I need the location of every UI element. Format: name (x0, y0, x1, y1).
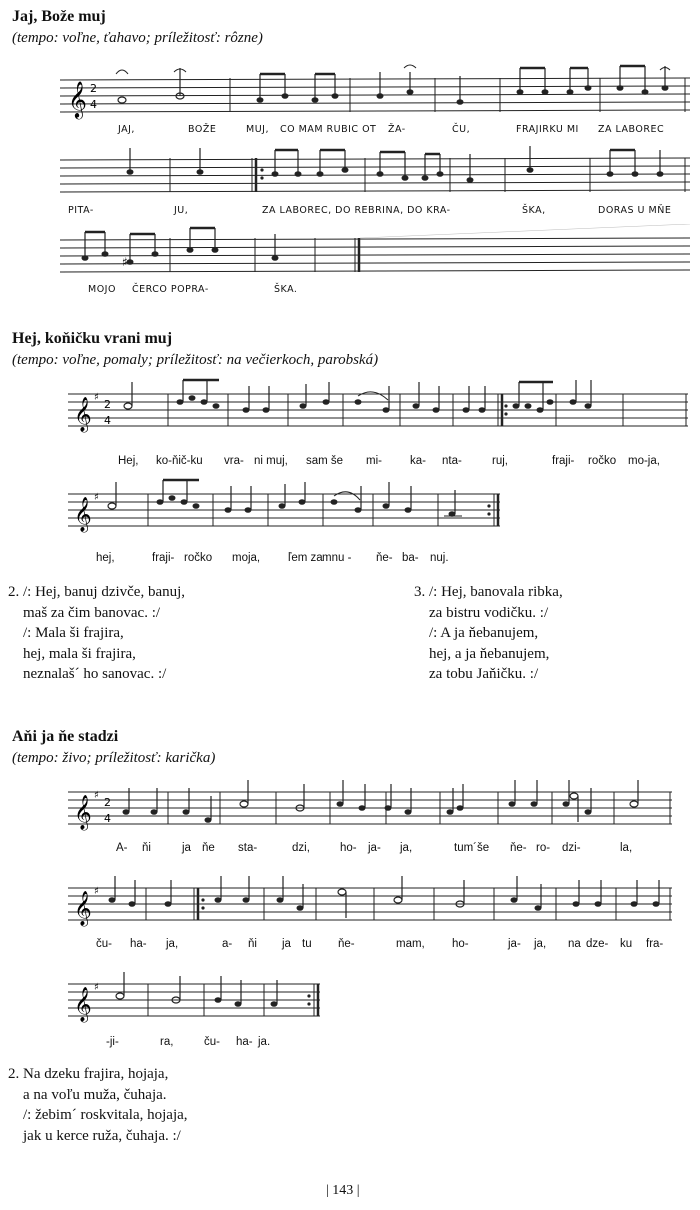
lyric-syllable: ho- (340, 842, 357, 854)
lyric-syllable: ŠKA, (522, 205, 546, 216)
page-number: | 143 | (326, 1183, 360, 1198)
verse-text: 2. /: Hej, banuj dzivče, banuj, maš za čim banovac. :/ /: Mala ši frajira, hej, mala ši frajira, neznalaš´ ho sanovac. :/ (8, 584, 186, 682)
lyric-syllable: moja, (232, 552, 261, 564)
lyric-syllable: fraji- (552, 455, 575, 467)
lyric-syllable: ČERCO POPRA- (132, 284, 209, 295)
lyric-syllable: fraji- (152, 552, 175, 564)
lyric-syllable: ro- (536, 842, 551, 854)
lyric-syllable: dzi, (292, 842, 310, 854)
lyric-syllable: ja. (258, 1036, 271, 1048)
lyric-syllable: mnu - (322, 552, 352, 564)
lyric-syllable: la, (620, 842, 633, 854)
lyric-syllable: -ji- (106, 1036, 119, 1048)
lyric-syllable: ZA LABOREC, DO REBRINA, DO KRA- (262, 205, 451, 216)
lyric-syllable: tu (302, 938, 312, 950)
music-staff (68, 776, 678, 832)
lyric-syllable: ňe (202, 842, 215, 854)
lyric-syllable: JU, (174, 205, 189, 216)
lyric-syllable: mo-ja, (628, 455, 660, 467)
lyric-syllable: ruj, (492, 455, 508, 467)
lyric-syllable: JAJ, (118, 124, 135, 135)
lyric-syllable: mam, (396, 938, 425, 950)
song-tempo: (tempo: voľne, pomaly; príležitosť: na večierkoch, parobská) (12, 352, 379, 368)
svg-text:♯: ♯ (94, 392, 99, 403)
lyric-syllable: ja (282, 938, 291, 950)
lyric-syllable: ŽA- (388, 124, 406, 135)
svg-text:𝄞: 𝄞 (74, 397, 92, 432)
lyric-syllable: MOJO (88, 284, 116, 295)
lyric-syllable: vra- (224, 455, 244, 467)
lyric-syllable: ja, (400, 842, 413, 854)
music-staff (60, 144, 690, 202)
lyric-syllable: ŠKA. (274, 284, 298, 295)
lyric-syllable: MUJ, (246, 124, 269, 135)
svg-text:4: 4 (90, 98, 97, 111)
lyric-syllable: ja- (368, 842, 381, 854)
svg-text:♯: ♯ (94, 492, 99, 503)
svg-text:2: 2 (104, 796, 111, 809)
lyric-syllable: ha- (236, 1036, 253, 1048)
lyric-syllable: fra- (646, 938, 664, 950)
svg-text:𝄞: 𝄞 (74, 497, 92, 532)
music-staff (68, 478, 508, 534)
lyric-syllable: ba- (402, 552, 419, 564)
song-title: Hej, koňičku vrani muj (12, 330, 173, 347)
lyric-syllable: dzi- (562, 842, 581, 854)
lyric-syllable: hej, (96, 552, 115, 564)
lyric-syllable: ha- (130, 938, 147, 950)
svg-text:𝄞: 𝄞 (74, 891, 92, 926)
lyric-syllable: ra, (160, 1036, 174, 1048)
lyric-syllable: ňe- (376, 552, 393, 564)
lyric-syllable: ňe- (338, 938, 355, 950)
svg-text:4: 4 (104, 812, 111, 825)
svg-text:♯: ♯ (94, 790, 99, 801)
lyric-syllable: A- (116, 842, 128, 854)
lyric-syllable: ročko (588, 455, 617, 467)
lyric-syllable: PITA- (68, 205, 94, 216)
song-title: Aňi ja ňe stadzi (12, 728, 119, 745)
lyric-syllable: ňi (142, 842, 151, 854)
lyric-syllable: ko-ňič-ku (156, 455, 203, 467)
lyric-syllable: ZA LABOREC (598, 124, 665, 135)
svg-text:2: 2 (90, 82, 97, 95)
svg-text:𝄞: 𝄞 (74, 987, 92, 1022)
lyric-syllable: ka- (410, 455, 426, 467)
lyric-syllable: ja, (534, 938, 547, 950)
lyric-syllable: ČU, (452, 124, 471, 135)
song-title: Jaj, Bože muj (12, 8, 106, 25)
song-tempo: (tempo: voľne, ťahavo; príležitosť: rôzne) (12, 30, 263, 46)
lyric-syllable: dze- (586, 938, 609, 950)
lyric-syllable: ročko (184, 552, 213, 564)
lyric-syllable: tum´še (454, 842, 490, 854)
svg-text:♯: ♯ (122, 255, 128, 269)
lyric-syllable: a- (222, 938, 233, 950)
svg-text:♯: ♯ (94, 982, 99, 993)
lyric-syllable: ňe- (510, 842, 527, 854)
lyric-syllable: mi- (366, 455, 382, 467)
lyric-syllable: ľem za (288, 552, 323, 564)
lyric-syllable: na (568, 938, 581, 950)
svg-text:𝄞: 𝄞 (74, 795, 92, 830)
lyric-syllable: Hej, (118, 455, 139, 467)
music-staff (60, 62, 690, 120)
lyric-syllable: ku (620, 938, 633, 950)
music-staff (68, 872, 678, 928)
lyric-syllable: sam še (306, 455, 344, 467)
verse-text: 3. /: Hej, banovala ribka, za bistru vodičku. :/ /: A ja ňebanujem, hej, a ja ňebanujem, za tobu Jaňičku. :/ (414, 584, 563, 682)
svg-text:𝄞: 𝄞 (68, 80, 87, 118)
lyric-syllable: nuj. (430, 552, 449, 564)
lyric-syllable: ja (182, 842, 191, 854)
lyric-syllable: DORAS U MŇE (598, 205, 672, 216)
music-staff (68, 968, 328, 1024)
music-staff (68, 378, 688, 434)
music-staff (60, 224, 690, 282)
lyric-syllable: ho- (452, 938, 469, 950)
verse-text: 2. Na dzeku frajira, hojaja, a na voľu muža, čuhaja. /: žebim´ roskvitala, hojaja, jak u kerce ruža, čuhaja. :/ (8, 1066, 188, 1144)
lyric-syllable: ja, (166, 938, 179, 950)
song-tempo: (tempo: živo; príležitosť: karička) (12, 750, 216, 766)
lyric-syllable: ču- (204, 1036, 220, 1048)
lyric-syllable: FRAJIRKU MI (516, 124, 579, 135)
lyric-syllable: ču- (96, 938, 112, 950)
lyric-syllable: sta- (238, 842, 258, 854)
lyric-syllable: ja- (508, 938, 521, 950)
svg-text:♯: ♯ (94, 886, 99, 897)
lyric-syllable: ňi (248, 938, 257, 950)
lyric-syllable: CO MAM RUBIC OT (280, 124, 377, 135)
svg-text:2: 2 (104, 398, 111, 411)
lyric-syllable: BOŽE (188, 124, 217, 135)
svg-text:4: 4 (104, 414, 111, 427)
lyric-syllable: ni muj, (254, 455, 288, 467)
lyric-syllable: nta- (442, 455, 462, 467)
